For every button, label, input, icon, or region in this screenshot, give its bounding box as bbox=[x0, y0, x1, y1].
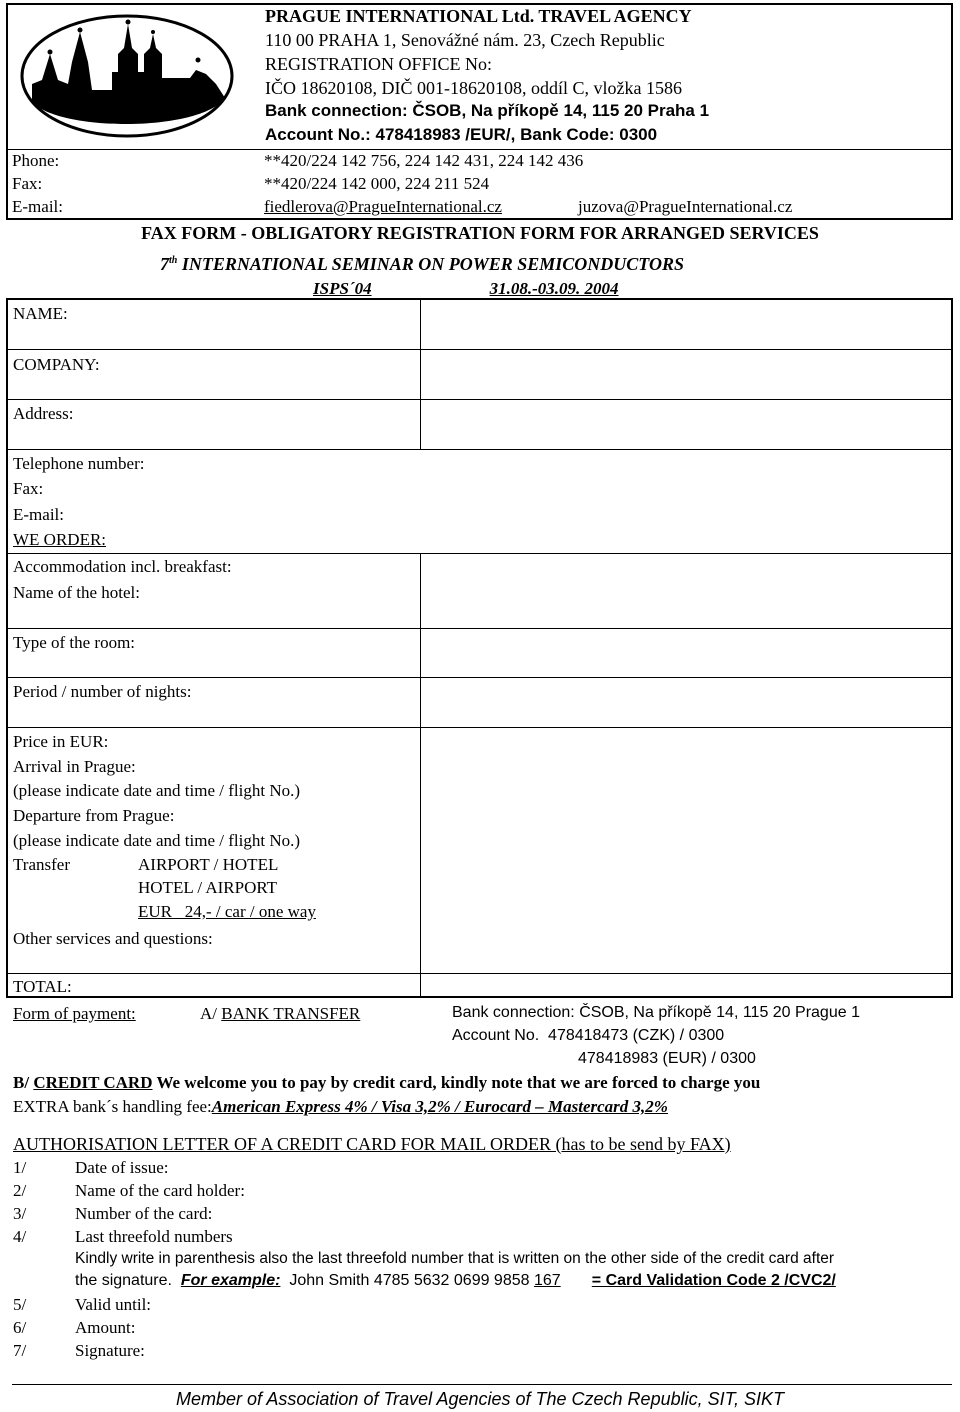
footer-membership: Member of Association of Travel Agencies of The Czech Republic, SIT, SIKT bbox=[176, 1389, 784, 1409]
row-divider bbox=[6, 553, 953, 554]
column-divider bbox=[420, 553, 421, 728]
company-address: 110 00 PRAHA 1, Senovážné nám. 23, Czech Republic bbox=[265, 30, 665, 50]
auth-item-3-label: Number of the card: bbox=[75, 1204, 213, 1223]
auth-item-4-label: Last threefold numbers bbox=[75, 1227, 233, 1246]
auth-item-7-num: 7/ bbox=[13, 1341, 27, 1360]
room-type-label: Type of the room: bbox=[13, 633, 136, 652]
auth-item-1-num: 1/ bbox=[13, 1158, 27, 1177]
auth-item-1-label: Date of issue: bbox=[75, 1158, 169, 1177]
transfer-label: Transfer bbox=[13, 855, 70, 874]
company-name: PRAGUE INTERNATIONAL Ltd. TRAVEL AGENCY bbox=[265, 6, 692, 26]
email-label: E-mail: bbox=[12, 197, 63, 216]
price-label: Price in EUR: bbox=[13, 732, 109, 751]
footer-rule bbox=[12, 1384, 952, 1385]
threefold-example: the signature. For example: John Smith 4785 5632 0699 9858 167 = Card Validation Code 2 /CVC2/ bbox=[75, 1272, 836, 1289]
name-label: NAME: bbox=[13, 304, 68, 323]
row-divider bbox=[6, 628, 953, 629]
row-divider bbox=[6, 449, 953, 450]
header-divider bbox=[6, 149, 953, 150]
row-divider bbox=[6, 677, 953, 678]
arrival-note: (please indicate date and time / flight No.) bbox=[13, 781, 301, 800]
registration-office: REGISTRATION OFFICE No: bbox=[265, 54, 493, 74]
address-label: Address: bbox=[13, 404, 74, 423]
row-divider bbox=[6, 973, 953, 974]
hotel-label: Name of the hotel: bbox=[13, 583, 140, 602]
phone-value: **420/224 142 756, 224 142 431, 224 142 436 bbox=[264, 151, 584, 170]
company-label: COMPANY: bbox=[13, 355, 100, 374]
transfer-hotel-airport: HOTEL / AIRPORT bbox=[138, 878, 278, 897]
ico-dic: IČO 18620108, DIČ 001-18620108, oddíl C, vložka 1586 bbox=[265, 78, 682, 98]
email-link-2[interactable]: juzova@PragueInternational.cz bbox=[578, 197, 793, 216]
seminar-code-dates: ISPS´04 31.08.-03.09. 2004 bbox=[313, 279, 619, 298]
departure-note: (please indicate date and time / flight No.) bbox=[13, 831, 301, 850]
authorisation-title: AUTHORISATION LETTER OF A CREDIT CARD FOR MAIL ORDER (has to be send by FAX) bbox=[13, 1134, 731, 1154]
form-title: FAX FORM - OBLIGATORY REGISTRATION FORM FOR ARRANGED SERVICES bbox=[141, 223, 819, 243]
auth-item-5-num: 5/ bbox=[13, 1295, 27, 1314]
telephone-label: Telephone number: bbox=[13, 454, 145, 473]
row-divider bbox=[6, 727, 953, 728]
threefold-note: Kindly write in parenthesis also the last threefold number that is written on the other side of the credit card after bbox=[75, 1250, 835, 1267]
payment-form-label: Form of payment: bbox=[13, 1004, 136, 1023]
fax-label: Fax: bbox=[12, 174, 43, 193]
accommodation-label: Accommodation incl. breakfast: bbox=[13, 557, 232, 576]
other-services-label: Other services and questions: bbox=[13, 929, 213, 948]
transfer-airport-hotel: AIRPORT / HOTEL bbox=[138, 855, 279, 874]
auth-item-2-num: 2/ bbox=[13, 1181, 27, 1200]
departure-label: Departure from Prague: bbox=[13, 806, 175, 825]
arrival-label: Arrival in Prague: bbox=[13, 757, 136, 776]
fax-value: **420/224 142 000, 224 211 524 bbox=[264, 174, 490, 193]
payment-account-eur: 478418983 (EUR) / 0300 bbox=[578, 1050, 756, 1067]
column-divider bbox=[420, 728, 421, 998]
extra-fee: EXTRA bank´s handling fee:American Express 4% / Visa 3,2% / Eurocard – Mastercard 3,2% bbox=[13, 1097, 668, 1116]
castle-logo-icon bbox=[20, 14, 235, 138]
email-link-1[interactable]: fiedlerova@PragueInternational.cz bbox=[264, 197, 502, 216]
phone-label: Phone: bbox=[12, 151, 60, 170]
auth-item-4-num: 4/ bbox=[13, 1227, 27, 1246]
auth-item-3-num: 3/ bbox=[13, 1204, 27, 1223]
auth-item-2-label: Name of the card holder: bbox=[75, 1181, 245, 1200]
auth-item-7-label: Signature: bbox=[75, 1341, 145, 1360]
transfer-price: EUR 24,- / car / one way bbox=[138, 902, 316, 921]
auth-item-6-label: Amount: bbox=[75, 1318, 136, 1337]
auth-item-5-label: Valid until: bbox=[75, 1295, 152, 1314]
we-order-label: WE ORDER: bbox=[13, 530, 107, 549]
row-divider bbox=[6, 399, 953, 400]
payment-option-b: B/ CREDIT CARD We welcome you to pay by credit card, kindly note that we are forced to charge you bbox=[13, 1073, 761, 1092]
seminar-title: 7th INTERNATIONAL SEMINAR ON POWER SEMICONDUCTORS bbox=[160, 254, 684, 274]
total-label: TOTAL: bbox=[13, 977, 72, 996]
row-divider bbox=[6, 349, 953, 350]
period-label: Period / number of nights: bbox=[13, 682, 192, 701]
column-divider bbox=[420, 298, 421, 450]
fax-field-label: Fax: bbox=[13, 479, 44, 498]
email-field-label: E-mail: bbox=[13, 505, 64, 524]
payment-option-a: A/ BANK TRANSFER bbox=[200, 1004, 361, 1023]
payment-account-czk: Account No. 478418473 (CZK) / 0300 bbox=[452, 1027, 725, 1044]
payment-bank: Bank connection: ČSOB, Na příkopě 14, 115 20 Prague 1 bbox=[452, 1004, 860, 1021]
auth-item-6-num: 6/ bbox=[13, 1318, 27, 1337]
bank-connection: Bank connection: ČSOB, Na příkopě 14, 115 20 Praha 1 bbox=[265, 101, 710, 120]
account-number: Account No.: 478418983 /EUR/, Bank Code: 0300 bbox=[265, 125, 658, 144]
